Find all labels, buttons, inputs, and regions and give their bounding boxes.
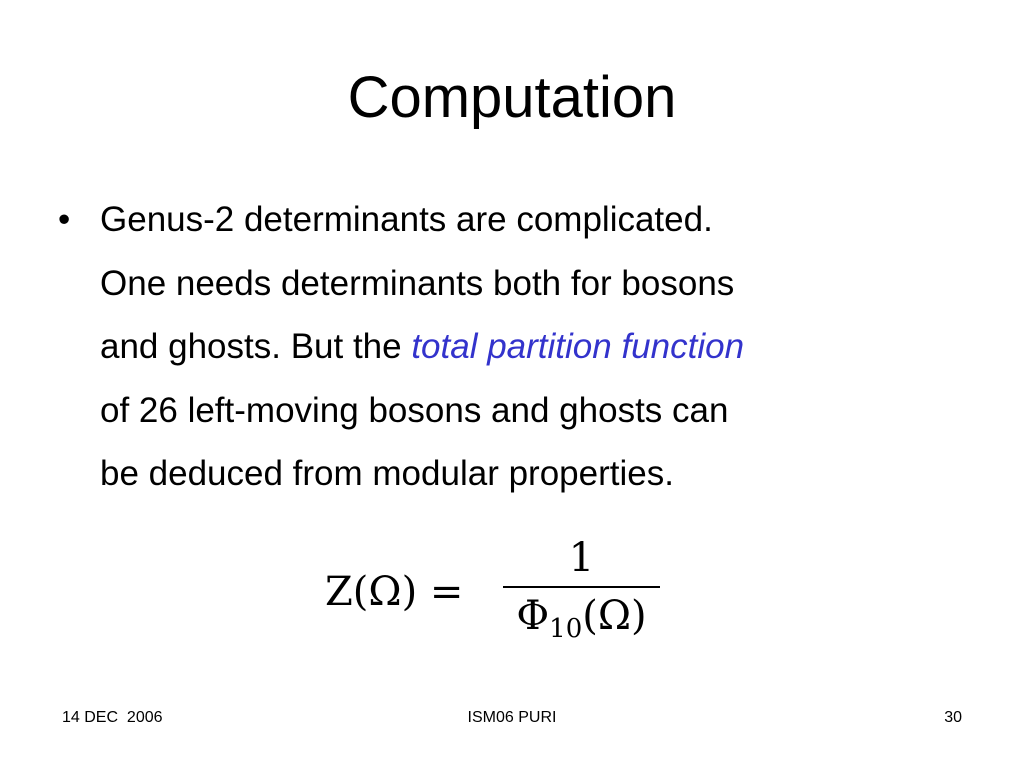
bullet-line-5: be deduced from modular properties. [100, 454, 674, 493]
bullet-line-3 [100, 315, 978, 379]
bullet-marker: • [58, 200, 71, 239]
bullet-line-4: of 26 left-moving bosons and ghosts can [100, 390, 729, 430]
bullet-line-1: Genus-2 determinants are complicated. [100, 200, 713, 239]
slide-title: Computation [347, 65, 677, 130]
denominator-argument: (Ω) [582, 593, 647, 639]
formula-fraction [503, 528, 660, 648]
bullet-list [58, 188, 978, 506]
bullet-item [58, 188, 978, 506]
emphasis-total-partition-function: total partition function [411, 327, 745, 366]
formula-numerator: 1 [568, 535, 595, 581]
page-number: 30 [944, 709, 962, 726]
footer-center: ISM06 PURI [467, 709, 557, 726]
bullet-line-3-text: and ghosts. But the [100, 327, 412, 366]
footer-date: 14 DEC 2006 [62, 709, 163, 726]
denominator-subscript: 10 [549, 614, 583, 644]
formula-lhs: Z(Ω) = [325, 569, 464, 615]
bullet-line-2: One needs determinants both for bosons [100, 263, 735, 303]
formula-denominator [503, 592, 660, 644]
fraction-bar [503, 586, 660, 588]
denominator-symbol: Φ [516, 593, 550, 639]
